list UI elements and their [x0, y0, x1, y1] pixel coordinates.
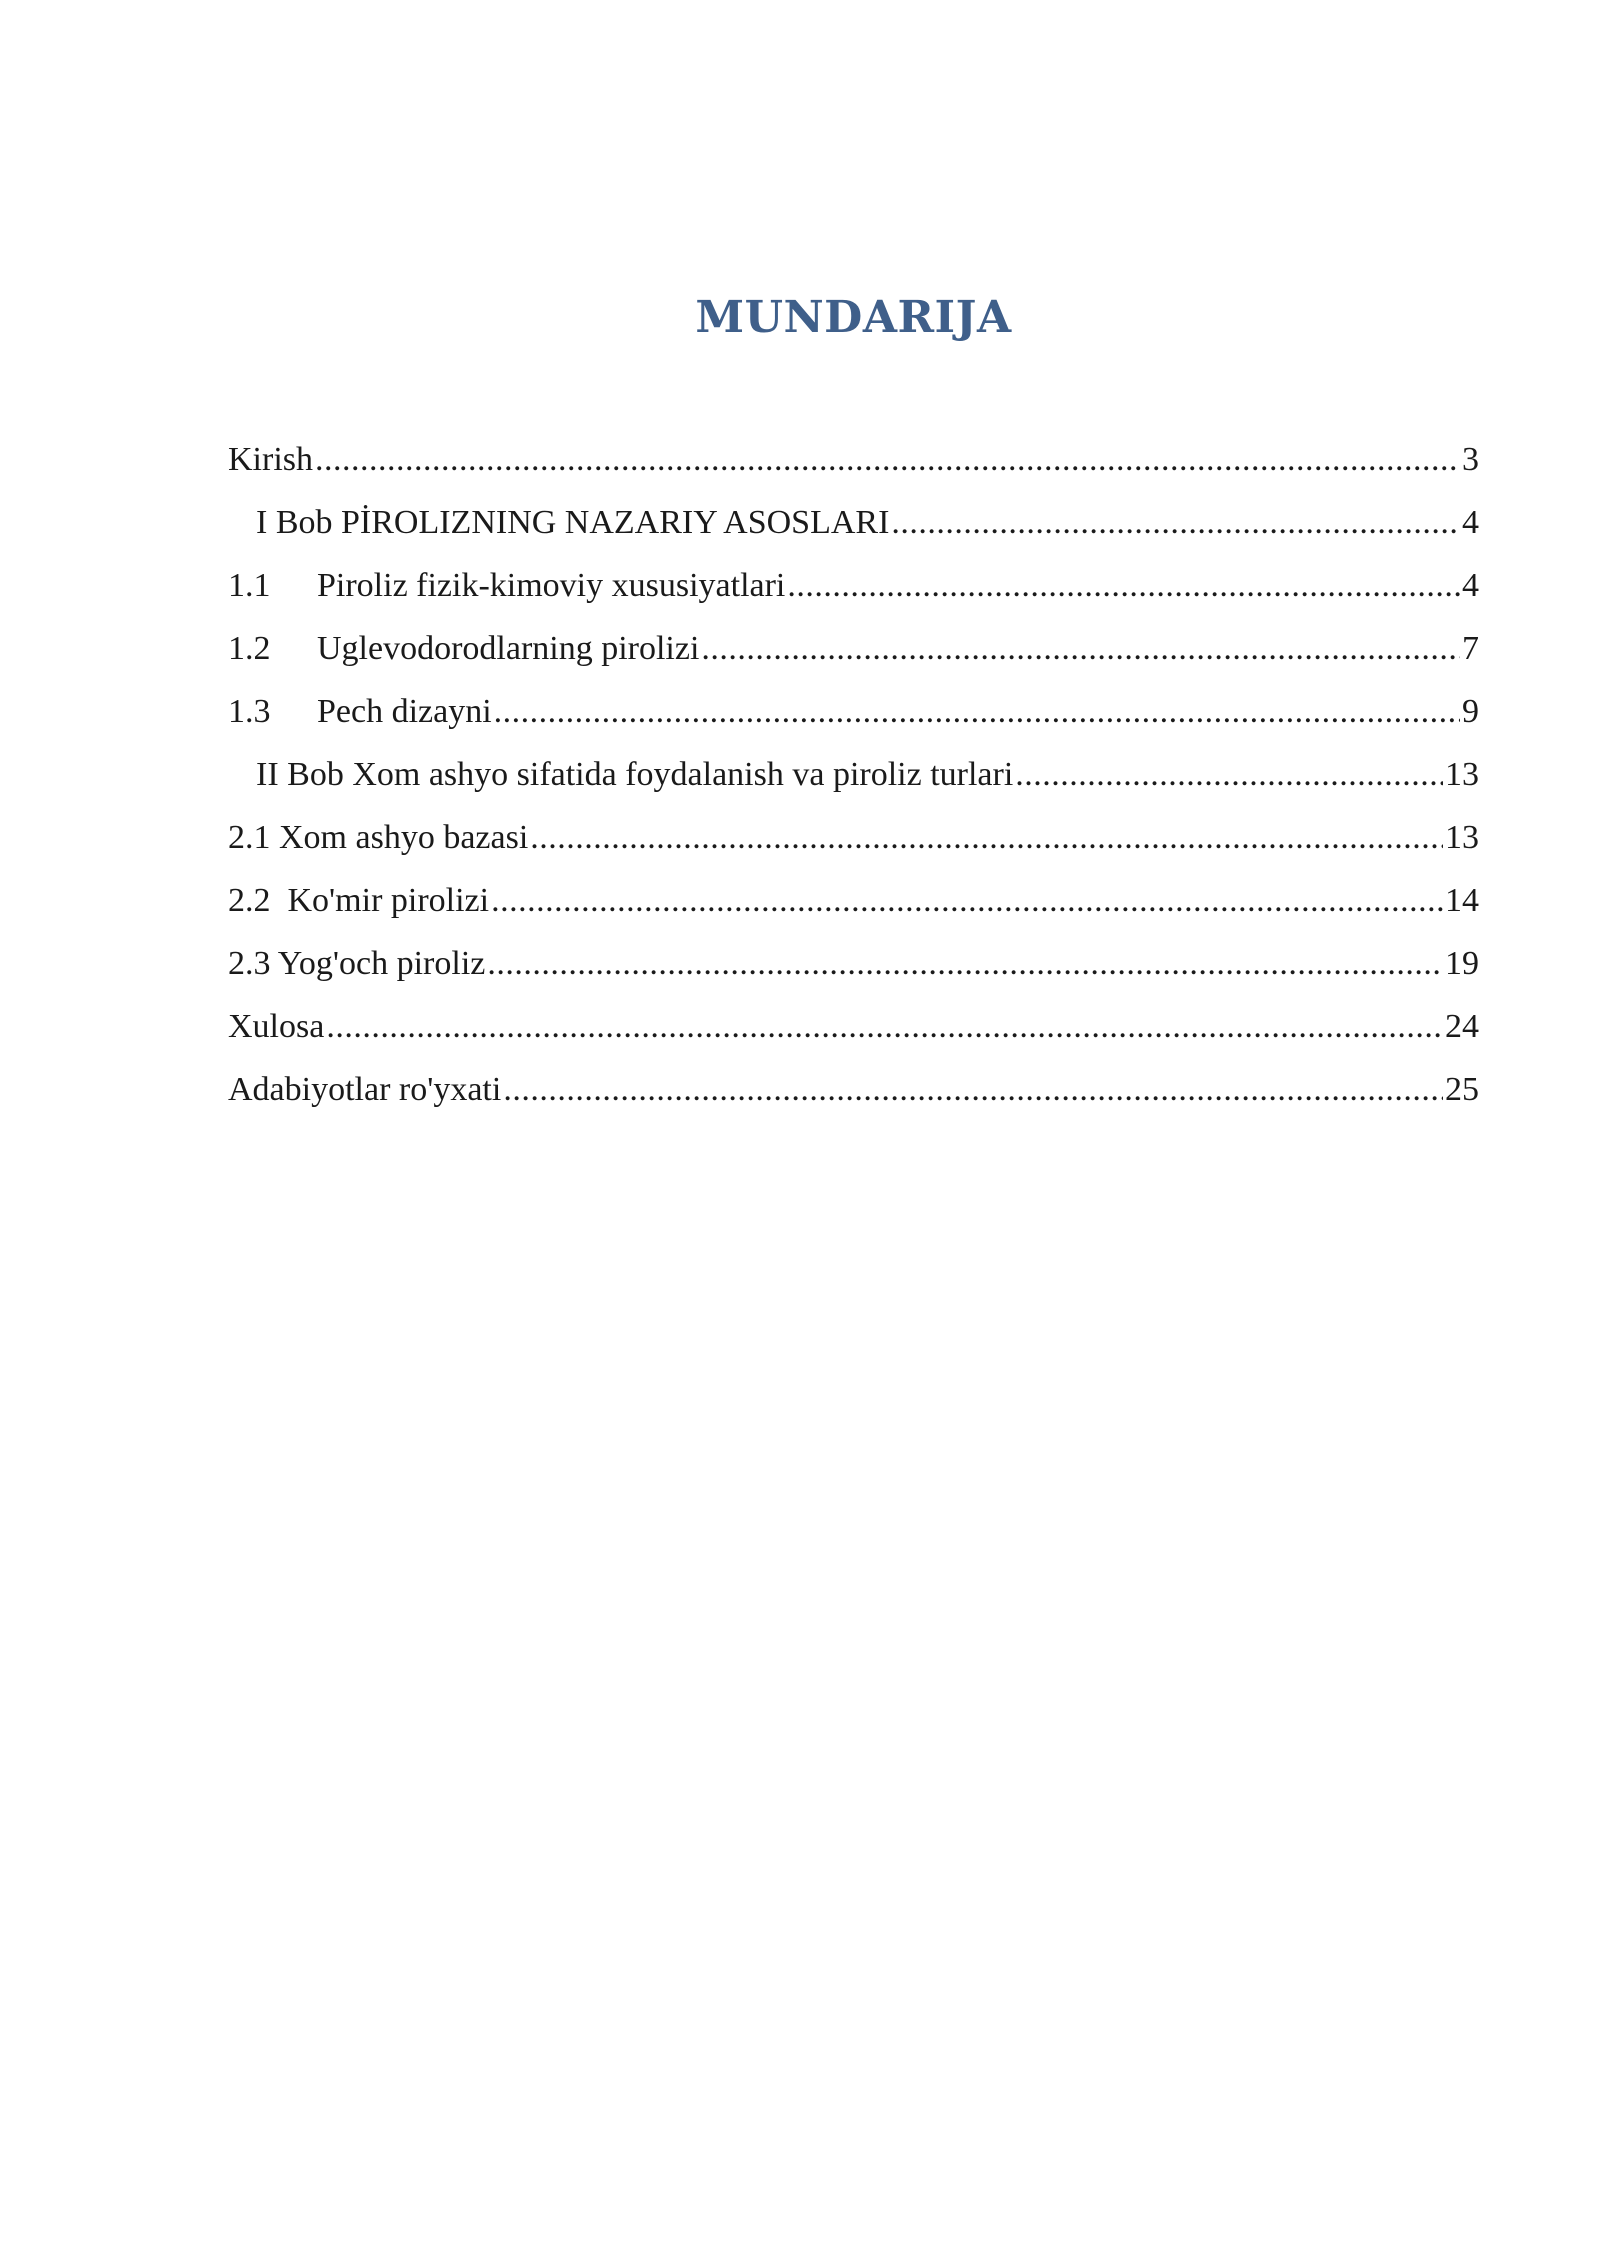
toc-entry-label: II Bob Xom ashyo sifatida foydalanish va piroliz turlari: [256, 756, 1014, 793]
toc-entry-label: Xulosa: [228, 1008, 325, 1045]
toc-dot-leader: [530, 806, 1443, 869]
toc-entry-chapter-2[interactable]: [228, 743, 1479, 806]
toc-entry-2-2[interactable]: [228, 869, 1479, 932]
toc-dot-leader: [701, 617, 1460, 680]
toc-entry-page: 19: [1445, 945, 1479, 982]
toc-dot-leader: [891, 491, 1460, 554]
toc-entry-1-1[interactable]: [228, 554, 1479, 617]
toc-entry-1-3[interactable]: [228, 680, 1479, 743]
toc-entry-label: 2.3 Yog'och piroliz: [228, 945, 486, 982]
toc-dot-leader: [326, 995, 1443, 1058]
toc-entry-label: 2.1 Xom ashyo bazasi: [228, 819, 529, 856]
page-title: MUNDARIJA: [695, 292, 1012, 343]
toc-dot-leader: [1015, 743, 1443, 806]
toc-entry-label: Kirish: [228, 441, 313, 478]
toc-dot-leader: [491, 869, 1443, 932]
toc-entry-adabiyotlar[interactable]: [228, 1058, 1479, 1121]
toc-dot-leader: [503, 1058, 1443, 1121]
toc-entry-page: 25: [1445, 1071, 1479, 1108]
toc-entry-number: 1.1: [228, 567, 271, 604]
toc-entry-label: Uglevodorodlarning pirolizi: [317, 630, 700, 667]
toc-entry-page: 9: [1462, 693, 1479, 730]
toc-entry-page: 7: [1462, 630, 1479, 667]
toc-entry-2-1[interactable]: [228, 806, 1479, 869]
toc-entry-label: Pech dizayni: [317, 693, 492, 730]
toc-entry-page: 3: [1462, 441, 1479, 478]
toc-dot-leader: [487, 932, 1443, 995]
toc-entry-label: I Bob PİROLIZNING NAZARIY ASOSLARI: [256, 504, 890, 541]
toc-entry-page: 13: [1445, 756, 1479, 793]
toc-entry-1-2[interactable]: [228, 617, 1479, 680]
toc-entry-label: Piroliz fizik-kimoviy xususiyatlari: [317, 567, 786, 604]
toc-entry-label: 2.2 Ko'mir pirolizi: [228, 882, 490, 919]
toc-entry-page: 24: [1445, 1008, 1479, 1045]
toc-entry-number: 1.2: [228, 630, 271, 667]
toc-entry-number: 1.3: [228, 693, 271, 730]
table-of-contents: [228, 428, 1479, 1121]
toc-entry-label: Adabiyotlar ro'yxati: [228, 1071, 502, 1108]
toc-entry-page: 13: [1445, 819, 1479, 856]
toc-entry-2-3[interactable]: [228, 932, 1479, 995]
toc-entry-kirish[interactable]: [228, 428, 1479, 491]
toc-dot-leader: [494, 680, 1460, 743]
toc-dot-leader: [315, 428, 1460, 491]
toc-entry-chapter-1[interactable]: [228, 491, 1479, 554]
toc-entry-xulosa[interactable]: [228, 995, 1479, 1058]
toc-dot-leader: [787, 554, 1460, 617]
toc-entry-page: 4: [1462, 504, 1479, 541]
toc-entry-page: 4: [1462, 567, 1479, 604]
toc-entry-page: 14: [1445, 882, 1479, 919]
